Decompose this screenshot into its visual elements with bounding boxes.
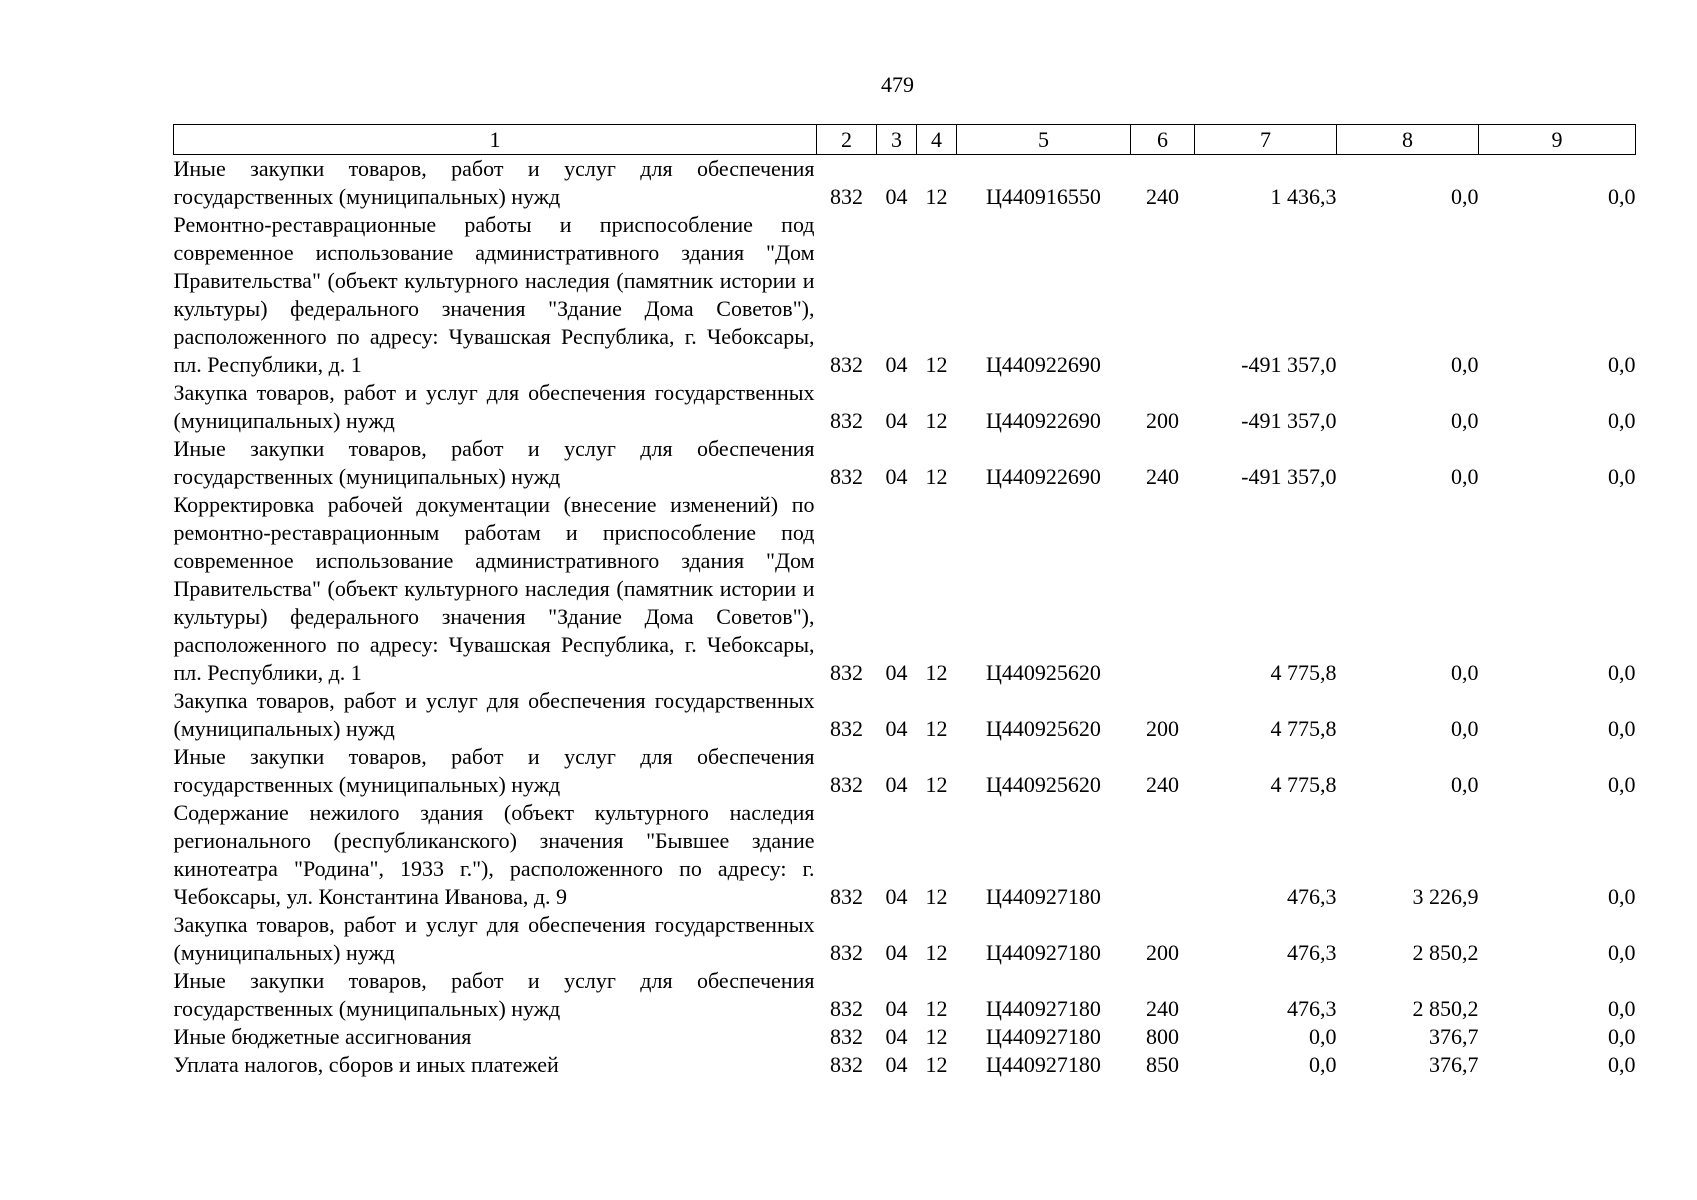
- page-number: 479: [881, 72, 914, 97]
- header-col-5: 5: [957, 125, 1131, 155]
- cell-description: Корректировка рабочей документации (внесение изменений) по ремонтно-реставрационным работам и приспособление под современное использование административного здания "Дом Правительства" (объект культурного наследия (памятник истории и культуры) федерального значения "Здание Дома Советов"), расположенного по адресу: Чувашская Республика, г. Чебоксары, пл. Республики, д. 1: [173, 492, 815, 685]
- cell-col-9: 0,0: [1608, 884, 1636, 909]
- cell-col-2: 832: [830, 716, 863, 741]
- cell-col-2: 832: [830, 940, 863, 965]
- cell-col-6: 240: [1146, 184, 1179, 209]
- table-row: [174, 155, 1636, 212]
- cell-col-9: 0,0: [1608, 1024, 1636, 1049]
- cell-col-7: -491 357,0: [1241, 408, 1337, 433]
- cell-col-6: 240: [1146, 772, 1179, 797]
- cell-description: Закупка товаров, работ и услуг для обеспечения государственных (муниципальных) нужд: [173, 380, 815, 433]
- cell-col-4: 12: [925, 772, 948, 797]
- table-header: [174, 125, 1636, 155]
- cell-col-8: 0,0: [1451, 184, 1479, 209]
- cell-description: Закупка товаров, работ и услуг для обеспечения государственных (муниципальных) нужд: [173, 688, 815, 741]
- cell-col-6: 800: [1146, 1024, 1179, 1049]
- budget-table: [173, 124, 1636, 1079]
- cell-description: Закупка товаров, работ и услуг для обеспечения государственных (муниципальных) нужд: [173, 912, 815, 965]
- table-row: [174, 379, 1636, 435]
- cell-col-9: 0,0: [1608, 464, 1636, 489]
- cell-col-3: 04: [885, 716, 908, 741]
- cell-col-6: 200: [1146, 940, 1179, 965]
- cell-col-5: Ц440927180: [986, 996, 1101, 1021]
- header-col-2: 2: [817, 125, 877, 155]
- table-row: [174, 911, 1636, 967]
- cell-col-5: Ц440922690: [986, 408, 1101, 433]
- cell-col-7: 0,0: [1309, 1052, 1337, 1077]
- cell-col-5: Ц440922690: [986, 352, 1101, 377]
- cell-col-5: Ц440925620: [986, 660, 1101, 685]
- header-row: [174, 125, 1636, 155]
- cell-col-4: 12: [925, 1052, 948, 1077]
- cell-col-3: 04: [885, 464, 908, 489]
- cell-col-9: 0,0: [1608, 660, 1636, 685]
- cell-col-8: 2 850,2: [1412, 996, 1479, 1021]
- cell-col-8: 3 226,9: [1412, 884, 1479, 909]
- cell-description: Иные закупки товаров, работ и услуг для обеспечения государственных (муниципальных) нужд: [173, 744, 815, 797]
- cell-description: Иные закупки товаров, работ и услуг для обеспечения государственных (муниципальных) нужд: [173, 156, 815, 209]
- cell-col-5: Ц440922690: [986, 464, 1101, 489]
- cell-col-4: 12: [925, 464, 948, 489]
- cell-col-2: 832: [830, 1052, 863, 1077]
- cell-col-7: 4 775,8: [1270, 660, 1337, 685]
- cell-col-9: 0,0: [1608, 352, 1636, 377]
- cell-col-7: 4 775,8: [1270, 716, 1337, 741]
- cell-col-4: 12: [925, 408, 948, 433]
- cell-col-5: Ц440925620: [986, 716, 1101, 741]
- cell-col-6: [1131, 799, 1195, 911]
- table-row: [174, 967, 1636, 1023]
- cell-col-6: 850: [1146, 1052, 1179, 1077]
- cell-col-7: 476,3: [1287, 940, 1337, 965]
- table-row: [174, 211, 1636, 379]
- cell-col-7: 476,3: [1287, 996, 1337, 1021]
- cell-col-3: 04: [885, 1024, 908, 1049]
- cell-col-8: 0,0: [1451, 352, 1479, 377]
- cell-col-5: Ц440927180: [986, 884, 1101, 909]
- cell-col-3: 04: [885, 184, 908, 209]
- table-body: [174, 155, 1636, 1080]
- cell-col-8: 0,0: [1451, 408, 1479, 433]
- cell-col-3: 04: [885, 940, 908, 965]
- cell-col-4: 12: [925, 660, 948, 685]
- cell-col-3: 04: [885, 772, 908, 797]
- cell-col-4: 12: [925, 352, 948, 377]
- cell-col-7: -491 357,0: [1241, 464, 1337, 489]
- table-row: [174, 491, 1636, 687]
- cell-col-8: 0,0: [1451, 464, 1479, 489]
- cell-col-2: 832: [830, 184, 863, 209]
- header-col-7: 7: [1195, 125, 1337, 155]
- cell-col-7: -491 357,0: [1241, 352, 1337, 377]
- cell-col-8: 2 850,2: [1412, 940, 1479, 965]
- cell-col-6: 200: [1146, 716, 1179, 741]
- header-col-8: 8: [1337, 125, 1479, 155]
- cell-col-5: Ц440916550: [986, 184, 1101, 209]
- cell-col-3: 04: [885, 884, 908, 909]
- cell-col-4: 12: [925, 940, 948, 965]
- cell-col-2: 832: [830, 352, 863, 377]
- cell-col-2: 832: [830, 1024, 863, 1049]
- cell-col-4: 12: [925, 184, 948, 209]
- cell-col-7: 476,3: [1287, 884, 1337, 909]
- cell-col-2: 832: [830, 464, 863, 489]
- cell-col-5: Ц440927180: [986, 1024, 1101, 1049]
- cell-col-7: 4 775,8: [1270, 772, 1337, 797]
- cell-description: Уплата налогов, сборов и иных платежей: [173, 1052, 559, 1077]
- header-col-4: 4: [917, 125, 957, 155]
- cell-col-8: 0,0: [1451, 772, 1479, 797]
- cell-col-2: 832: [830, 408, 863, 433]
- cell-description: Иные закупки товаров, работ и услуг для обеспечения государственных (муниципальных) нужд: [173, 436, 815, 489]
- cell-col-4: 12: [925, 716, 948, 741]
- table-row: [174, 1023, 1636, 1051]
- cell-col-9: 0,0: [1608, 772, 1636, 797]
- cell-col-9: 0,0: [1608, 996, 1636, 1021]
- cell-col-8: 0,0: [1451, 660, 1479, 685]
- cell-col-2: 832: [830, 660, 863, 685]
- cell-col-2: 832: [830, 996, 863, 1021]
- cell-col-7: 0,0: [1309, 1024, 1337, 1049]
- cell-col-8: 376,7: [1429, 1024, 1479, 1049]
- cell-col-3: 04: [885, 1052, 908, 1077]
- table-row: [174, 435, 1636, 491]
- cell-col-6: [1131, 211, 1195, 379]
- cell-col-4: 12: [925, 1024, 948, 1049]
- cell-description: Иные закупки товаров, работ и услуг для обеспечения государственных (муниципальных) нужд: [173, 968, 815, 1021]
- cell-col-4: 12: [925, 996, 948, 1021]
- table-row: [174, 687, 1636, 743]
- cell-col-3: 04: [885, 408, 908, 433]
- cell-col-4: 12: [925, 884, 948, 909]
- cell-col-6: 240: [1146, 996, 1179, 1021]
- cell-col-8: 0,0: [1451, 716, 1479, 741]
- cell-col-6: 240: [1146, 464, 1179, 489]
- cell-description: Иные бюджетные ассигнования: [173, 1024, 472, 1049]
- table-row: [174, 743, 1636, 799]
- cell-col-5: Ц440927180: [986, 1052, 1101, 1077]
- cell-col-7: 1 436,3: [1270, 184, 1337, 209]
- cell-col-9: 0,0: [1608, 184, 1636, 209]
- table-row: [174, 799, 1636, 911]
- cell-col-5: Ц440927180: [986, 940, 1101, 965]
- cell-col-9: 0,0: [1608, 716, 1636, 741]
- table-row: [174, 1051, 1636, 1079]
- cell-description: Ремонтно-реставрационные работы и приспособление под современное использование административного здания "Дом Правительства" (объект культурного наследия (памятник истории и культуры) федерального значения "Здание Дома Советов"), расположенного по адресу: Чувашская Республика, г. Чебоксары, пл. Республики, д. 1: [173, 212, 815, 377]
- cell-col-9: 0,0: [1608, 1052, 1636, 1077]
- cell-col-6: [1131, 491, 1195, 687]
- cell-description: Содержание нежилого здания (объект культурного наследия регионального (республиканского) значения "Бывшее здание кинотеатра "Родина", 1933 г."), расположенного по адресу: г. Чебоксары, ул. Константина Иванова, д. 9: [173, 800, 815, 909]
- cell-col-3: 04: [885, 352, 908, 377]
- cell-col-2: 832: [830, 772, 863, 797]
- cell-col-9: 0,0: [1608, 408, 1636, 433]
- cell-col-3: 04: [885, 660, 908, 685]
- header-col-9: 9: [1479, 125, 1636, 155]
- cell-col-2: 832: [830, 884, 863, 909]
- cell-col-3: 04: [885, 996, 908, 1021]
- cell-col-5: Ц440925620: [986, 772, 1101, 797]
- cell-col-9: 0,0: [1608, 940, 1636, 965]
- cell-col-8: 376,7: [1429, 1052, 1479, 1077]
- header-col-6: 6: [1131, 125, 1195, 155]
- cell-col-6: 200: [1146, 408, 1179, 433]
- header-col-3: 3: [877, 125, 917, 155]
- header-col-1: 1: [174, 125, 817, 155]
